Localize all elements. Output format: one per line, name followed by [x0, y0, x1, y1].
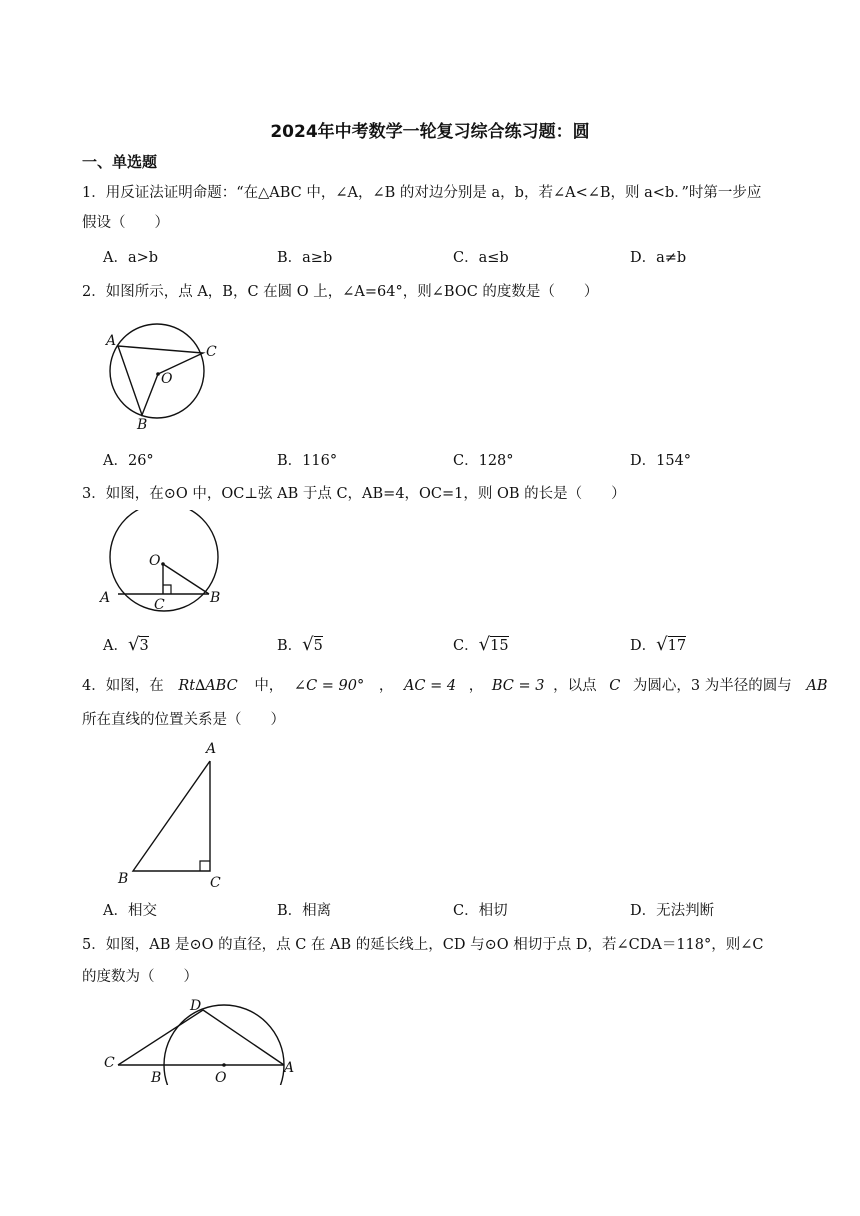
- q2-option-c: C．128°: [453, 453, 514, 469]
- q3-circle-figure: [96, 510, 230, 615]
- q4-text-line2: 所在直线的位置关系是（ ）: [82, 712, 285, 728]
- q3-option-d-radicand: 17: [667, 638, 687, 654]
- q4-text-seg3: 中，: [254, 678, 284, 694]
- q5-label-d: D: [190, 998, 202, 1014]
- q5-text-line1: 5．如图，AB 是⊙O 的直径，点 C 在 AB 的延长线上，CD 与⊙O 相切于点 D，若∠CDA＝118°，则∠C: [82, 937, 764, 953]
- q5-label-c: C: [104, 1055, 115, 1071]
- q3-option-b-radicand: 5: [313, 638, 323, 654]
- q3-option-c: C．√15: [453, 634, 509, 655]
- section-heading: 一、单选题: [82, 153, 158, 171]
- q4-math-c: C: [609, 678, 621, 694]
- q3-option-b-letter: B．: [277, 638, 303, 654]
- q2-option-d: D．154°: [630, 453, 692, 469]
- q3-label-c: C: [154, 597, 165, 613]
- q3-label-b: B: [210, 590, 221, 606]
- q5-label-o: O: [215, 1070, 227, 1085]
- q4-text-seg5: ，: [378, 678, 394, 694]
- q3-option-a-letter: A．: [103, 638, 128, 654]
- q4-math-bc: BC = 3: [491, 678, 545, 694]
- q4-label-a: A: [206, 741, 217, 757]
- q3-option-a-radicand: 3: [139, 638, 149, 654]
- q4-math-triangle: Rt∆ABC: [178, 678, 238, 694]
- q4-option-a: A．相交: [103, 903, 157, 919]
- q4-math-ac: AC = 4: [403, 678, 457, 694]
- q1-option-b: B．a≥b: [277, 250, 333, 266]
- q4-math-ab: AB: [806, 678, 828, 694]
- q3-option-b: B．√5: [277, 634, 323, 655]
- q3-label-a: A: [100, 590, 111, 606]
- q4-label-c: C: [210, 875, 221, 891]
- q5-text-line2: 的度数为（ ）: [82, 969, 198, 985]
- q3-option-a: A．√3: [103, 634, 149, 655]
- q5-label-b: B: [151, 1070, 162, 1085]
- q1-text-line1: 1．用反证法证明命题：“在△ABC 中，∠A，∠B 的对边分别是 a，b，若∠A<∠B，则 a<b．”时第一步应: [82, 185, 762, 201]
- q2-label-a: A: [106, 333, 117, 349]
- q2-text-line1: 2．如图所示，点 A，B，C 在圆 O 上，∠A=64°，则∠BOC 的度数是（ ）: [82, 284, 599, 300]
- q3-option-d-letter: D．: [630, 638, 657, 654]
- q1-text-line2: 假设（ ）: [82, 215, 169, 231]
- q2-circle-figure: [100, 312, 230, 437]
- q4-label-b: B: [118, 871, 129, 887]
- q4-math-angle-c: ∠C = 90°: [293, 678, 365, 694]
- q2-label-c: C: [206, 344, 217, 360]
- q3-label-o: O: [149, 553, 161, 569]
- q3-text-line1: 3．如图，在⊙O 中，OC⊥弦 AB 于点 C，AB=4，OC=1，则 OB 的长是（ ）: [82, 486, 626, 502]
- q4-option-c: C．相切: [453, 903, 508, 919]
- page-title: 2024年中考数学一轮复习综合练习题：圆: [270, 122, 590, 142]
- q4-option-d: D．无法判断: [630, 903, 715, 919]
- q4-text-seg7: ，: [468, 678, 484, 694]
- q4-text-seg9: ，以点: [553, 678, 597, 694]
- q5-tangent-figure: [100, 995, 300, 1085]
- q1-option-a: A．a>b: [103, 250, 159, 266]
- q3-option-d: D．√17: [630, 634, 687, 655]
- q4-triangle-figure: [110, 737, 235, 892]
- q4-text-seg1: 4．如图，在: [82, 678, 164, 694]
- q3-option-c-radicand: 15: [490, 638, 509, 654]
- q5-label-a: A: [284, 1060, 295, 1076]
- q4-text-seg11: 为圆心，3 为半径的圆与: [632, 678, 792, 694]
- q2-label-b: B: [137, 417, 148, 433]
- q4-option-b: B．相离: [277, 903, 332, 919]
- q2-label-o: O: [161, 371, 173, 387]
- q1-option-d: D．a≠b: [630, 250, 687, 266]
- q2-option-b: B．116°: [277, 453, 338, 469]
- q2-option-a: A．26°: [103, 453, 154, 469]
- q1-option-c: C．a≤b: [453, 250, 509, 266]
- q3-option-c-letter: C．: [453, 638, 479, 654]
- q4-text-line1: [82, 677, 828, 695]
